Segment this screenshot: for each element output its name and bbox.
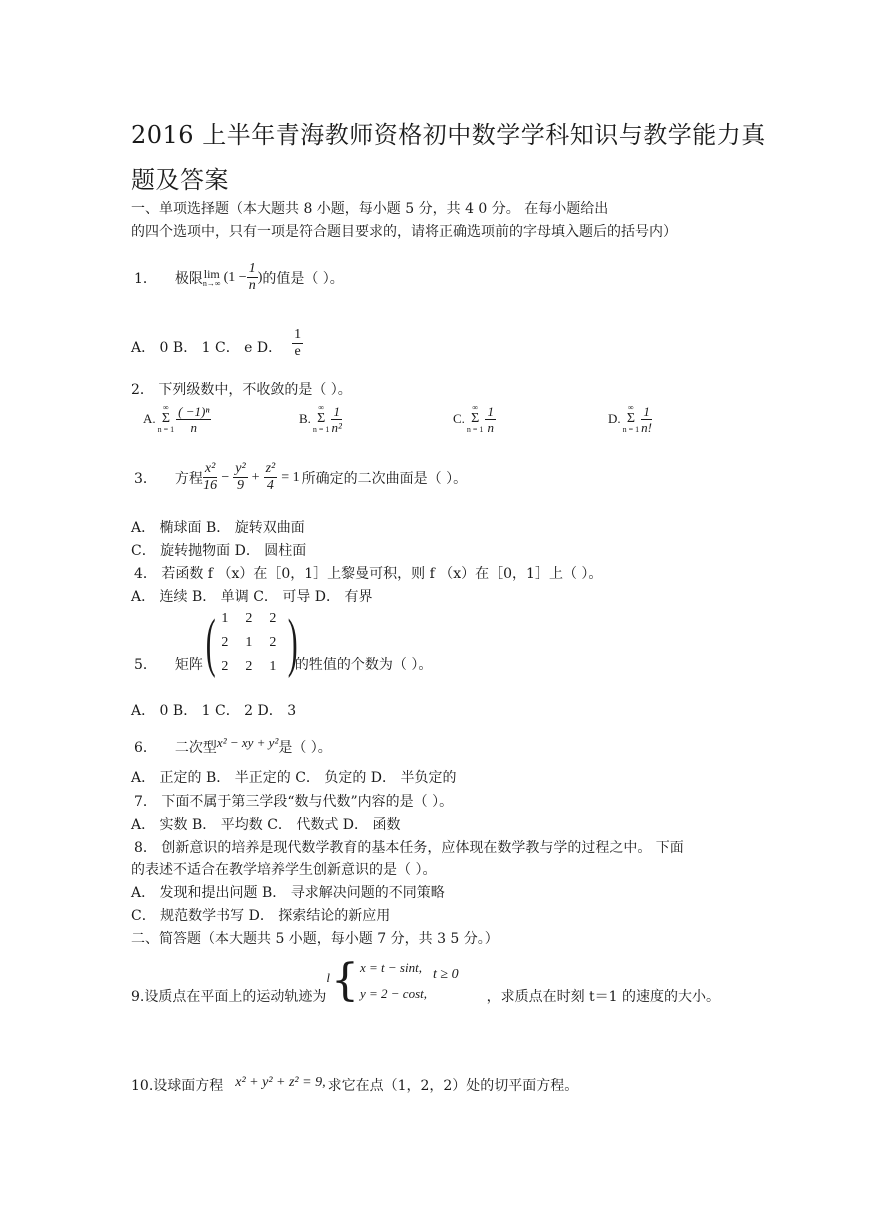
question-8-line-1: 8． 创新意识的培养是现代数学教育的基本任务，应体现在数学教与学的过程之中。 下面: [134, 840, 684, 856]
title-line-2: 题及答案: [131, 166, 229, 194]
q5-options: A． 0 B． 1 C． 2 D． 3: [131, 703, 297, 719]
right-paren-icon: ): [287, 606, 298, 679]
q10-prefix: 10.设球面方程: [131, 1078, 224, 1094]
q10-suffix: 求它在点（1，2，2）处的切平面方程。: [327, 1078, 579, 1094]
q2-options: [143, 404, 703, 444]
q9-prefix: 9.设质点在平面上的运动轨迹为: [131, 989, 327, 1005]
q2-option-a: A. ∞ Σ n = 1 $\frac{\text{( −1)ⁿ}}{n}$: [143, 403, 210, 435]
q2-option-d: D. ∞ Σ n = 1 $\frac{1}{n!}$: [608, 403, 652, 435]
q9-suffix: ，求质点在时刻 t＝1 的速度的大小。: [486, 989, 721, 1005]
q5-prefix: 矩阵: [174, 657, 203, 673]
question-2: 2． 下列级数中，不收敛的是（ ）。: [131, 382, 352, 398]
q3-equals: = 1: [281, 469, 300, 485]
q2-a-fraction: $\frac{\text{( −1)ⁿ}}{n}$: [178, 403, 210, 435]
sum-icon: ∞ Σ n = 1: [466, 403, 484, 434]
question-5: [134, 606, 433, 679]
q3-number: 3．: [134, 470, 157, 487]
matrix-grid: [213, 611, 285, 675]
matrix-cell: 2: [245, 611, 253, 626]
q5-number: 5．: [134, 657, 157, 673]
section2-header: 二、简答题（本大题共 5 小题，每小题 7 分，共 3 5 分。）: [131, 931, 499, 947]
q9-system: [360, 955, 427, 1007]
sum-icon: ∞ Σ n = 1: [312, 403, 330, 434]
q8-options-line-2: C． 规范数学书写 D． 探索结论的新应用: [131, 908, 391, 924]
q3-options-line-1: A． 椭球面 B． 旋转双曲面: [131, 520, 305, 536]
q9-l: l: [326, 970, 330, 985]
q1-option-d-fraction: $\frac{1}{e}$: [294, 327, 302, 359]
question-4: 4． 若函数 f （x）在［0，1］上黎曼可积，则 f （x）在［0，1］上（ ）。: [134, 566, 603, 582]
sum-icon: ∞ Σ n = 1: [157, 403, 175, 434]
q1-options: [131, 328, 303, 359]
question-9: [131, 955, 720, 1007]
q1-fraction: $\frac{1}{n}$: [248, 261, 256, 293]
q7-options: A． 实数 B． 平均数 C． 代数式 D． 函数: [131, 817, 401, 833]
q6-options: A． 正定的 B． 半正定的 C． 负定的 D． 半负定的: [131, 770, 457, 786]
q3-suffix: 所确定的二次曲面是（ ）。: [301, 470, 468, 487]
question-8-line-2: 的表述不适合在教学培养学生创新意识的是（ ）。: [131, 862, 437, 878]
question-1: [134, 262, 344, 293]
title-line-1: 2016 上半年青海教师资格初中数学学科知识与教学能力真: [131, 121, 766, 149]
matrix-cell: 2: [221, 659, 229, 674]
q1-number: 1．: [134, 270, 157, 287]
q4-options: A． 连续 B． 单调 C． 可导 D． 有界: [131, 589, 373, 605]
q1-options-text: A． 0 B． 1 C． e D．: [131, 340, 283, 356]
question-10: [131, 1075, 578, 1095]
q6-expression: x² − xy + y²: [216, 735, 279, 750]
q1-suffix: 的值是（ ）。: [262, 270, 344, 287]
q1-expr-open: (1 −: [223, 269, 247, 285]
q2-b-fraction: $\frac{1}{\text{n²}}$: [331, 403, 342, 435]
question-7: 7． 下面不属于第三学段“数与代数”内容的是（ ）。: [134, 794, 454, 810]
question-3: [134, 462, 467, 493]
matrix-cell: 2: [221, 635, 229, 650]
section1-line-1: 一、单项选择题（本大题共 8 小题，每小题 5 分，共 4 0 分。 在每小题给出: [131, 201, 609, 217]
sum-icon: ∞ Σ n = 1: [622, 403, 640, 434]
plus-sign: +: [251, 469, 260, 485]
q6-prefix: 二次型: [174, 740, 217, 756]
q3-options-line-2: C． 旋转抛物面 D． 圆柱面: [131, 543, 307, 559]
matrix-cell: 2: [269, 611, 277, 626]
q2-option-c: C. ∞ Σ n = 1 $\frac{1}{n}$: [453, 403, 494, 435]
q9-condition: t ≥ 0: [433, 967, 459, 982]
question-6: [134, 737, 332, 757]
minus-sign: −: [221, 469, 230, 485]
q9-equation-x: x = t − sint,: [359, 960, 422, 975]
q1-prefix: 极限: [174, 270, 203, 287]
section1-line-2: 的四个选项中，只有一项是符合题目要求的，请将正确选项前的字母填入题后的括号内）: [131, 224, 677, 240]
q8-options-line-1: A． 发现和提出问题 B． 寻求解决问题的不同策略: [131, 885, 445, 901]
left-brace-icon: {: [330, 955, 359, 1006]
q3-fraction-z: $\frac{\text{z²}}{4}$: [265, 461, 276, 493]
q3-fraction-x: $\frac{\text{x²}}{16}$: [203, 461, 218, 493]
q3-prefix: 方程: [174, 470, 203, 487]
matrix-cell: 1: [245, 635, 253, 650]
q5-suffix: 的牲值的个数为（ ）。: [294, 657, 433, 673]
q1-limit: lim n→∞: [202, 266, 221, 288]
q10-expression: x² + y² + z² = 9,: [235, 1075, 326, 1090]
q2-c-fraction: $\frac{1}{n}$: [487, 403, 494, 435]
matrix-cell: 2: [245, 659, 253, 674]
q6-number: 6．: [134, 740, 157, 756]
q5-matrix: [203, 606, 298, 679]
q1-expr-close: ): [257, 269, 263, 285]
q9-equation-y: y = 2 − cost,: [359, 986, 427, 1001]
matrix-cell: 1: [221, 611, 229, 626]
q3-fraction-y: $\frac{\text{y²}}{9}$: [235, 461, 246, 493]
matrix-cell: 2: [269, 635, 277, 650]
q2-d-fraction: $\frac{1}{n!}$: [641, 403, 652, 435]
q2-option-b: B. ∞ Σ n = 1 $\frac{1}{\text{n²}}$: [299, 403, 342, 435]
matrix-cell: 1: [269, 659, 277, 674]
q6-suffix: 是（ ）。: [278, 740, 332, 756]
left-paren-icon: (: [205, 606, 216, 679]
